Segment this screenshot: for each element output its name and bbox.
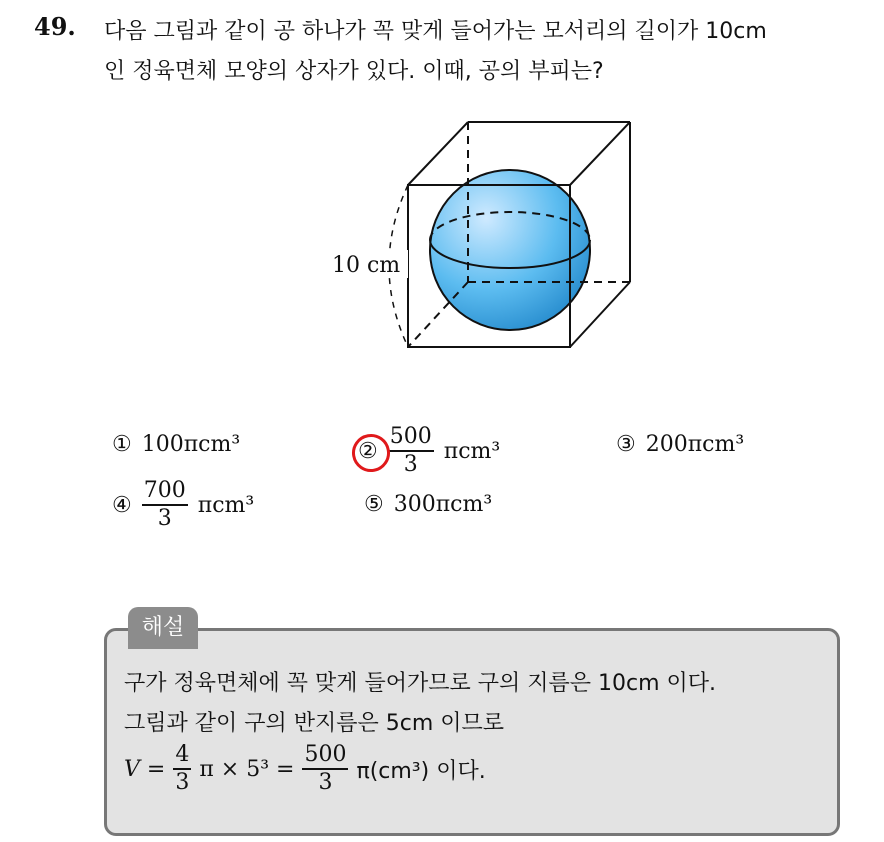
cube-sphere-diagram: [320, 110, 640, 360]
solution-line-1: 구가 정육면체에 꼭 맞게 들어가므로 구의 지름은 10cm 이다.: [124, 671, 717, 696]
sphere: [430, 170, 590, 330]
formula-fraction-2: $\frac{500}{3}$: [304, 742, 347, 795]
choice-1-text: 100πcm³: [141, 432, 241, 457]
choice-3[interactable]: ③ 200πcm³: [616, 432, 745, 457]
solution-line-2: 그림과 같이 구의 반지름은 5cm 이므로: [124, 711, 505, 736]
choice-5-text: 300πcm³: [393, 492, 493, 517]
formula-fraction-1: $\frac{4}{3}$: [175, 742, 190, 795]
selected-mark: ②: [358, 438, 378, 464]
choice-2[interactable]: [358, 424, 500, 478]
question-line-1: 다음 그림과 같이 공 하나가 꼭 맞게 들어가는 모서리의 길이가 10cm: [104, 19, 767, 44]
choice-4[interactable]: ④ $\frac{700}{3}$ πcm³: [112, 478, 255, 531]
question-number: 49.: [34, 12, 76, 41]
choice-2-fraction: $\frac{500}{3}$: [389, 424, 432, 477]
choice-3-text: 200πcm³: [645, 432, 745, 457]
edge-length-label: 10 cm: [332, 253, 401, 278]
choice-1[interactable]: ① 100πcm³: [112, 432, 241, 457]
choice-2-suffix: πcm³: [443, 438, 501, 464]
cube-sphere-figure: [320, 110, 640, 364]
solution-formula: V = $\frac{4}{3}$ π × 5³ = $\frac{500}{3}$ π(cm³) 이다.: [124, 742, 486, 795]
solution-tab: 해설: [128, 607, 198, 649]
choice-4-suffix: πcm³: [197, 492, 255, 518]
question-text: [104, 12, 874, 92]
choice-4-fraction: $\frac{700}{3}$: [143, 478, 186, 531]
choice-5[interactable]: ⑤ 300πcm³: [364, 492, 493, 517]
question-line-2: 인 정육면체 모양의 상자가 있다. 이때, 공의 부피는?: [104, 59, 604, 84]
